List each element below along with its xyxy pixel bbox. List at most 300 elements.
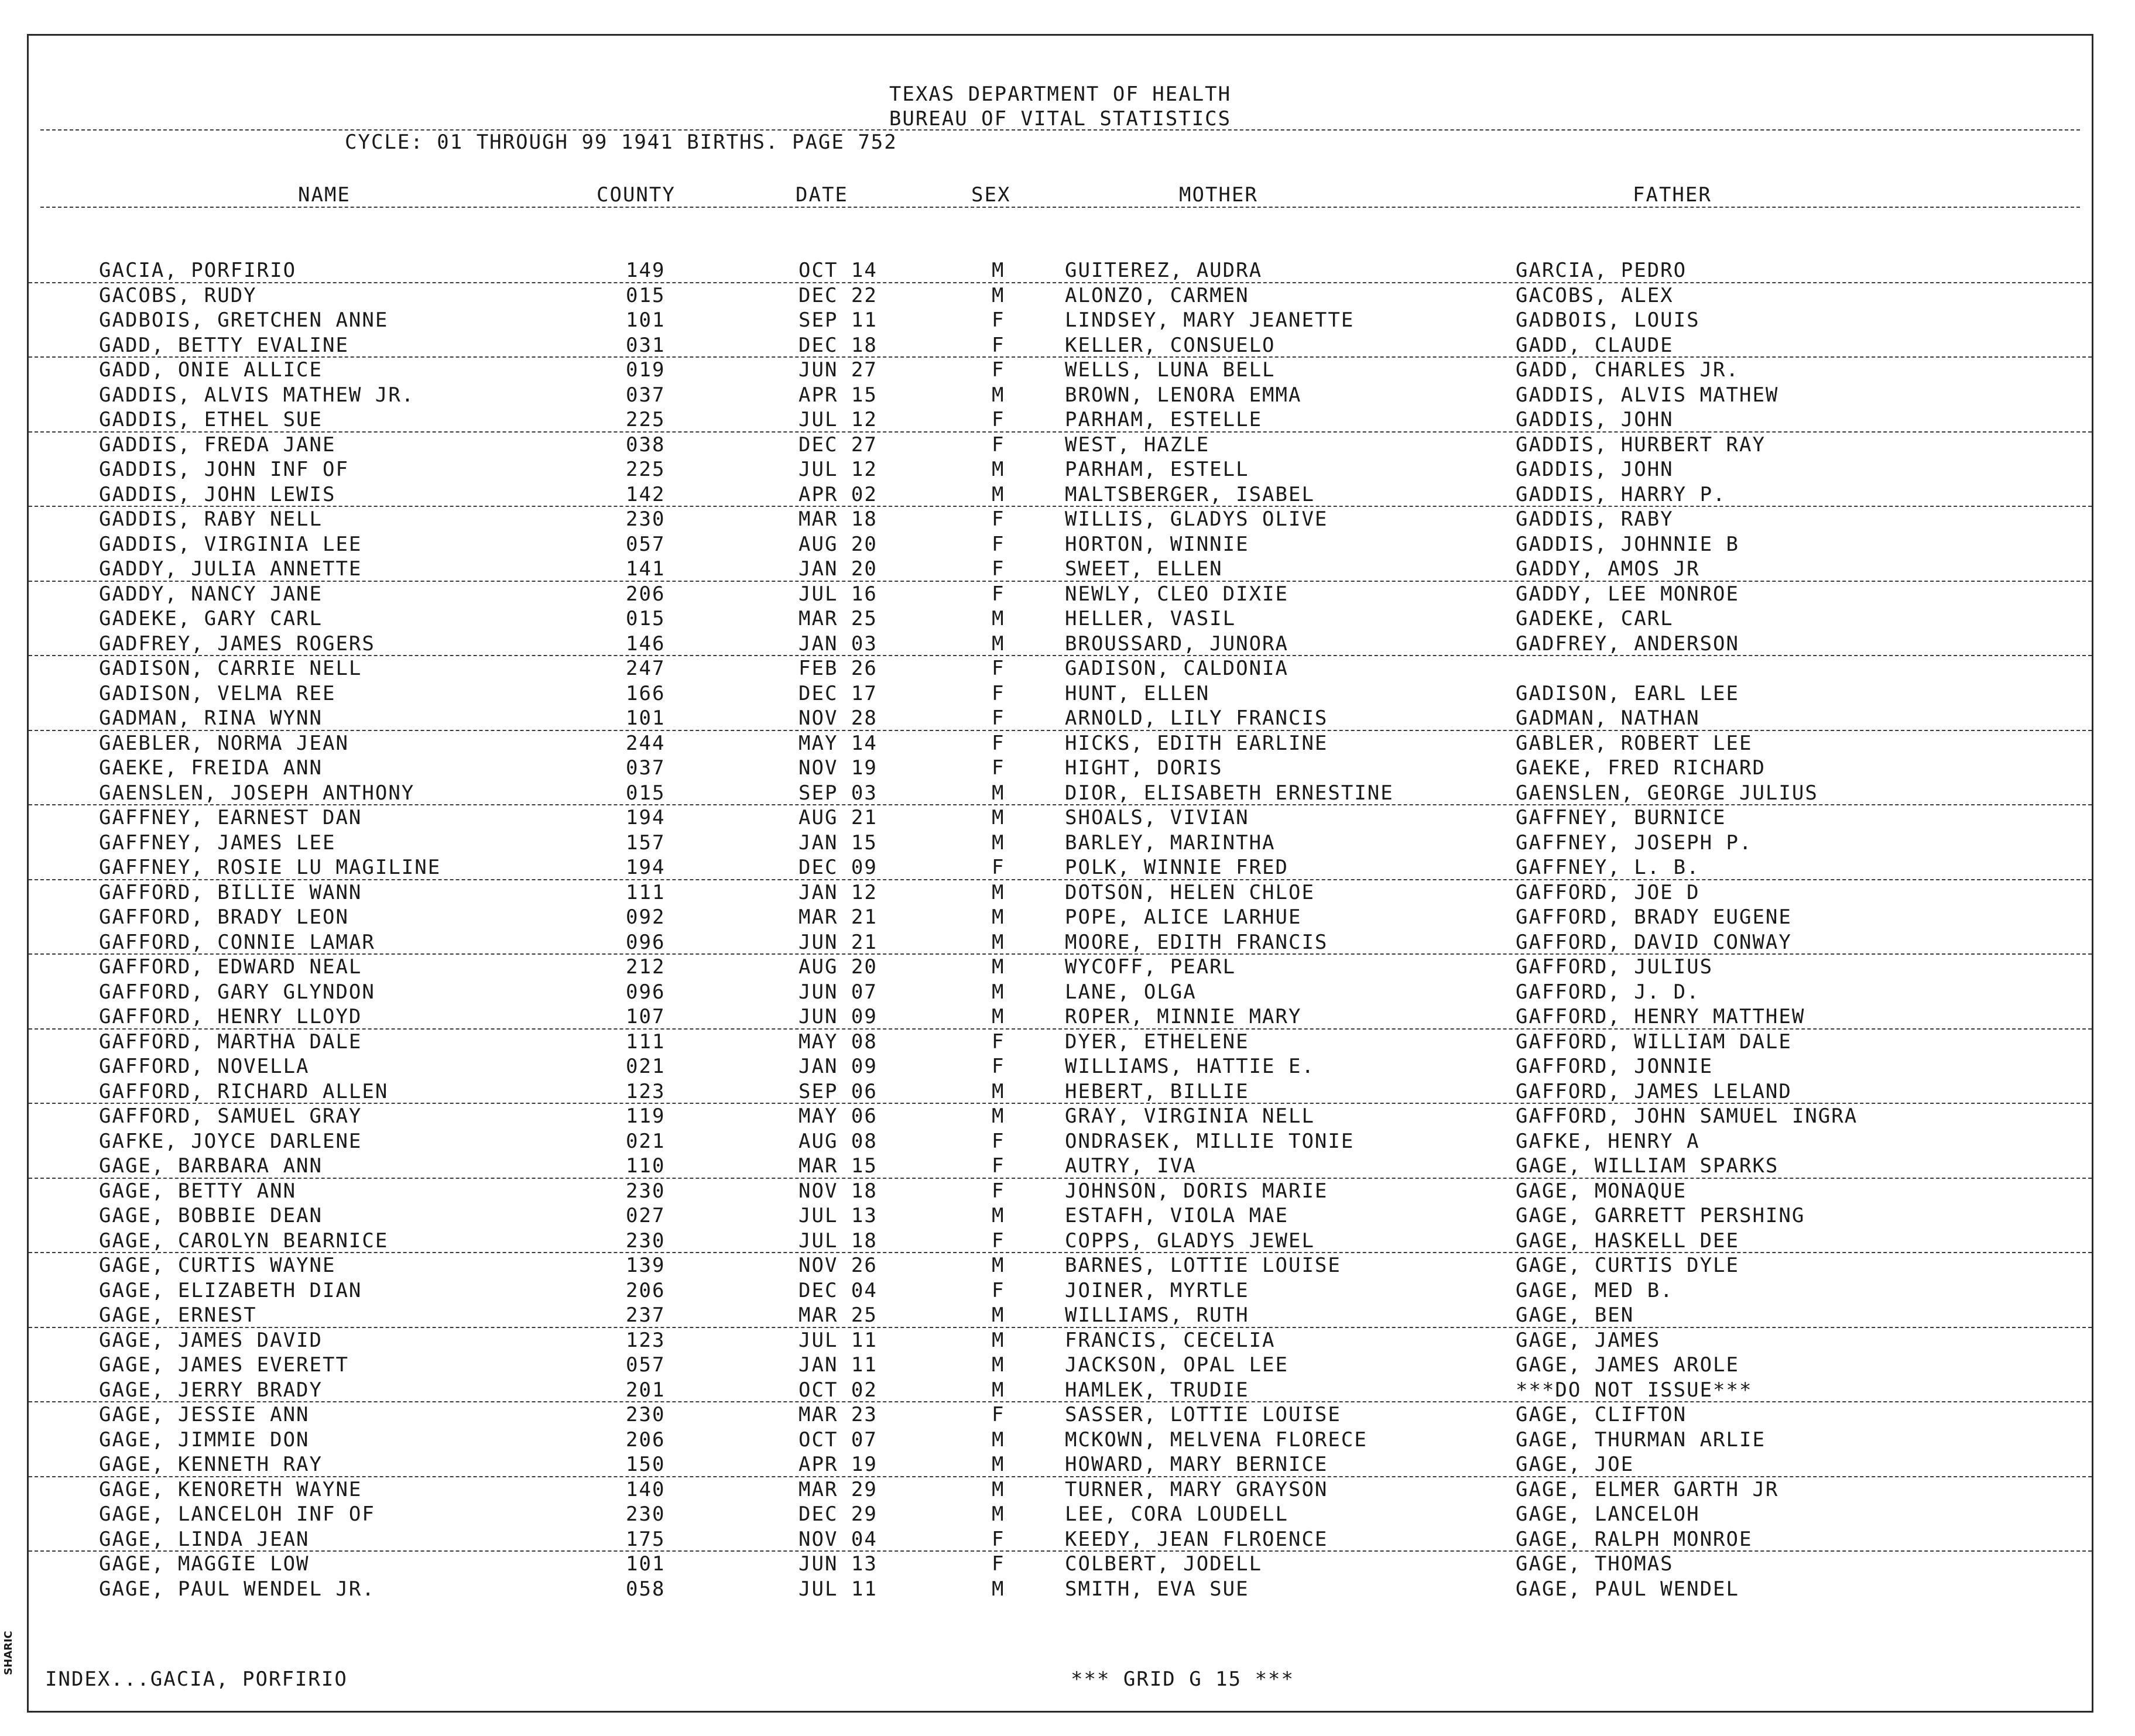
cell-father: GADBOIS, LOUIS: [1516, 308, 1700, 332]
cell-county: 101: [626, 706, 666, 730]
cell-father: GAGE, CURTIS DYLE: [1516, 1254, 1739, 1277]
grid-footer: *** GRID G 15 ***: [1071, 1668, 1294, 1691]
table-row: [29, 457, 2092, 482]
table-row: [29, 930, 2092, 955]
cell-mother: LANE, OLGA: [1065, 980, 1197, 1004]
cell-sex: M: [992, 383, 1005, 407]
cell-date: JUN 09: [799, 1005, 878, 1028]
cell-date: DEC 18: [799, 333, 878, 357]
cell-date: NOV 18: [799, 1179, 878, 1203]
cell-county: 194: [626, 856, 666, 879]
cell-mother: HOWARD, MARY BERNICE: [1065, 1453, 1328, 1476]
column-header-sex: SEX: [971, 183, 1011, 207]
table-row: [29, 731, 2092, 756]
cell-mother: SMITH, EVA SUE: [1065, 1577, 1249, 1601]
cell-sex: F: [992, 681, 1005, 705]
cell-sex: F: [992, 1229, 1005, 1253]
cell-mother: DOTSON, HELEN CHLOE: [1065, 880, 1315, 904]
cell-father: GADD, CHARLES JR.: [1516, 358, 1739, 382]
table-row: [29, 980, 2092, 1005]
cell-sex: M: [992, 1254, 1005, 1277]
cell-date: JUL 13: [799, 1204, 878, 1227]
cell-sex: F: [992, 333, 1005, 357]
cell-sex: F: [992, 1154, 1005, 1178]
cell-father: GAEKE, FRED RICHARD: [1516, 756, 1766, 780]
cell-mother: HIGHT, DORIS: [1065, 756, 1223, 780]
cell-sex: M: [992, 482, 1005, 506]
cell-father: GAFFORD, HENRY MATTHEW: [1516, 1005, 1805, 1028]
cell-mother: POPE, ALICE LARHUE: [1065, 905, 1302, 929]
table-row: [29, 632, 2092, 657]
cell-date: MAR 23: [799, 1403, 878, 1426]
table-row: [29, 507, 2092, 532]
cell-sex: F: [992, 358, 1005, 382]
cell-county: 139: [626, 1254, 666, 1277]
cell-mother: MALTSBERGER, ISABEL: [1065, 482, 1315, 506]
cell-name: GAGE, ERNEST: [99, 1303, 257, 1327]
cell-mother: LEE, CORA LOUDELL: [1065, 1502, 1288, 1526]
cell-father: GAGE, PAUL WENDEL: [1516, 1577, 1739, 1601]
cell-date: MAY 14: [799, 731, 878, 755]
cell-sex: F: [992, 532, 1005, 556]
cell-mother: PARHAM, ESTELLE: [1065, 408, 1263, 431]
table-row: [29, 1577, 2092, 1602]
cell-date: DEC 09: [799, 856, 878, 879]
cell-name: GAFKE, JOYCE DARLENE: [99, 1129, 362, 1153]
cell-county: 141: [626, 557, 666, 581]
cell-sex: M: [992, 930, 1005, 954]
cell-sex: F: [992, 1527, 1005, 1551]
cell-county: 247: [626, 657, 666, 680]
cell-date: JUL 11: [799, 1328, 878, 1352]
cell-father: GAFFNEY, L. B.: [1516, 856, 1700, 879]
cell-sex: M: [992, 1353, 1005, 1377]
cell-name: GAFFNEY, ROSIE LU MAGILINE: [99, 856, 441, 879]
cell-county: 119: [626, 1104, 666, 1128]
cell-father: GADDY, AMOS JR: [1516, 557, 1700, 581]
cell-date: APR 19: [799, 1453, 878, 1476]
cell-father: GAGE, MONAQUE: [1516, 1179, 1687, 1203]
table-row: [29, 1253, 2092, 1278]
cell-sex: M: [992, 831, 1005, 855]
cell-father: GADDIS, JOHN: [1516, 408, 1674, 431]
cell-sex: F: [992, 1030, 1005, 1054]
table-row: [29, 1378, 2092, 1403]
cell-name: GAFFORD, BRADY LEON: [99, 905, 349, 929]
cell-date: MAR 25: [799, 607, 878, 630]
cell-county: 230: [626, 1229, 666, 1253]
table-row: [29, 781, 2092, 806]
cell-name: GADDIS, JOHN LEWIS: [99, 482, 336, 506]
table-row: [29, 955, 2092, 980]
table-row: [29, 1278, 2092, 1303]
cell-mother: POLK, WINNIE FRED: [1065, 856, 1288, 879]
cell-name: GAGE, LINDA JEAN: [99, 1527, 310, 1551]
cell-name: GAGE, JESSIE ANN: [99, 1403, 310, 1426]
cell-county: 027: [626, 1204, 666, 1227]
cell-sex: M: [992, 1204, 1005, 1227]
table-row: [29, 1502, 2092, 1527]
table-row: [29, 606, 2092, 632]
cell-sex: F: [992, 433, 1005, 457]
cell-sex: M: [992, 806, 1005, 829]
cell-name: GAFFORD, CONNIE LAMAR: [99, 930, 375, 954]
table-row: [29, 1328, 2092, 1353]
cell-father: GAGE, THURMAN ARLIE: [1516, 1428, 1766, 1452]
table-row: [29, 582, 2092, 607]
cell-sex: M: [992, 283, 1005, 307]
cell-name: GAGE, KENNETH RAY: [99, 1453, 323, 1476]
cell-name: GADMAN, RINA WYNN: [99, 706, 323, 730]
cell-date: SEP 06: [799, 1079, 878, 1103]
cell-father: GACOBS, ALEX: [1516, 283, 1674, 307]
cell-county: 175: [626, 1527, 666, 1551]
cell-county: 146: [626, 632, 666, 656]
table-row: [29, 831, 2092, 856]
cell-date: JAN 12: [799, 880, 878, 904]
cell-sex: M: [992, 632, 1005, 656]
cell-sex: M: [992, 980, 1005, 1004]
records-table: [29, 258, 2092, 1601]
cell-mother: AUTRY, IVA: [1065, 1154, 1197, 1178]
cell-county: 244: [626, 731, 666, 755]
table-row: [29, 855, 2092, 880]
cell-sex: F: [992, 856, 1005, 879]
cell-county: 110: [626, 1154, 666, 1178]
cell-county: 206: [626, 1278, 666, 1302]
cell-sex: M: [992, 955, 1005, 979]
cell-county: 225: [626, 458, 666, 481]
cell-name: GADDIS, RABY NELL: [99, 507, 323, 531]
table-row: [29, 1477, 2092, 1502]
cell-mother: NEWLY, CLEO DIXIE: [1065, 582, 1288, 606]
table-row: [29, 1179, 2092, 1204]
cell-father: GAGE, WILLIAM SPARKS: [1516, 1154, 1779, 1178]
column-header-name: NAME: [298, 183, 351, 207]
cell-father: GAGE, ELMER GARTH JR: [1516, 1477, 1779, 1501]
cell-county: 015: [626, 607, 666, 630]
cell-name: GAEKE, FREIDA ANN: [99, 756, 323, 780]
cell-date: NOV 19: [799, 756, 878, 780]
cell-date: JAN 20: [799, 557, 878, 581]
bureau-title: BUREAU OF VITAL STATISTICS: [889, 107, 1232, 131]
table-row: [29, 557, 2092, 582]
cell-county: 142: [626, 482, 666, 506]
cell-father: GADMAN, NATHAN: [1516, 706, 1700, 730]
cell-county: 123: [626, 1328, 666, 1352]
cell-county: 150: [626, 1453, 666, 1476]
cell-mother: SASSER, LOTTIE LOUISE: [1065, 1403, 1341, 1426]
cell-date: AUG 20: [799, 955, 878, 979]
column-header-rule: [40, 207, 2080, 208]
cell-name: GAFFORD, SAMUEL GRAY: [99, 1104, 362, 1128]
cell-sex: M: [992, 259, 1005, 282]
table-row: [29, 283, 2092, 308]
cell-mother: HORTON, WINNIE: [1065, 532, 1249, 556]
cell-date: OCT 07: [799, 1428, 878, 1452]
cell-name: GAGE, ELIZABETH DIAN: [99, 1278, 362, 1302]
cell-county: 019: [626, 358, 666, 382]
cell-mother: KEEDY, JEAN FLROENCE: [1065, 1527, 1328, 1551]
cell-date: JAN 15: [799, 831, 878, 855]
cell-name: GAFFORD, EDWARD NEAL: [99, 955, 362, 979]
cell-father: GAGE, CLIFTON: [1516, 1403, 1687, 1426]
cell-date: JUN 21: [799, 930, 878, 954]
cell-mother: BROWN, LENORA EMMA: [1065, 383, 1302, 407]
cell-name: GAGE, KENORETH WAYNE: [99, 1477, 362, 1501]
department-title: TEXAS DEPARTMENT OF HEALTH: [889, 83, 1232, 106]
table-row: [29, 433, 2092, 458]
cell-county: 157: [626, 831, 666, 855]
cell-sex: M: [992, 1577, 1005, 1601]
side-label: SHARIC: [2, 1631, 15, 1675]
cell-father: GAGE, LANCELOH: [1516, 1502, 1700, 1526]
cell-mother: JACKSON, OPAL LEE: [1065, 1353, 1288, 1377]
cell-date: JUL 18: [799, 1229, 878, 1253]
cell-name: GAGE, CURTIS WAYNE: [99, 1254, 336, 1277]
cell-county: 101: [626, 308, 666, 332]
table-row: [29, 1203, 2092, 1229]
cell-name: GAGE, BETTY ANN: [99, 1179, 297, 1203]
cell-father: GAGE, THOMAS: [1516, 1552, 1674, 1576]
cell-sex: F: [992, 557, 1005, 581]
cell-father: GAGE, RALPH MONROE: [1516, 1527, 1753, 1551]
cell-mother: LINDSEY, MARY JEANETTE: [1065, 308, 1355, 332]
column-header-county: COUNTY: [597, 183, 676, 207]
cell-mother: KELLER, CONSUELO: [1065, 333, 1276, 357]
cell-date: JUN 07: [799, 980, 878, 1004]
cell-sex: F: [992, 731, 1005, 755]
cell-date: OCT 02: [799, 1378, 878, 1402]
cell-sex: F: [992, 1403, 1005, 1426]
cell-mother: HUNT, ELLEN: [1065, 681, 1210, 705]
cell-sex: F: [992, 1278, 1005, 1302]
column-header-mother: MOTHER: [1179, 183, 1258, 207]
cell-county: 230: [626, 507, 666, 531]
cell-county: 101: [626, 1552, 666, 1576]
cell-date: DEC 17: [799, 681, 878, 705]
cell-date: DEC 27: [799, 433, 878, 457]
table-row: [29, 532, 2092, 557]
cell-father: GABLER, ROBERT LEE: [1516, 731, 1753, 755]
cell-name: GADDIS, ETHEL SUE: [99, 408, 323, 431]
cell-sex: M: [992, 607, 1005, 630]
cell-mother: WILLIAMS, HATTIE E.: [1065, 1055, 1315, 1078]
cell-date: APR 15: [799, 383, 878, 407]
cell-mother: WILLIAMS, RUTH: [1065, 1303, 1249, 1327]
table-row: [29, 1229, 2092, 1254]
table-row: [29, 1552, 2092, 1577]
table-row: [29, 656, 2092, 681]
cell-mother: PARHAM, ESTELL: [1065, 458, 1249, 481]
cell-date: DEC 22: [799, 283, 878, 307]
cell-sex: M: [992, 458, 1005, 481]
table-row: [29, 1527, 2092, 1552]
cell-mother: JOINER, MYRTLE: [1065, 1278, 1249, 1302]
cell-name: GADISON, CARRIE NELL: [99, 657, 362, 680]
table-row: [29, 308, 2092, 333]
cell-sex: M: [992, 1378, 1005, 1402]
cell-father: GAFFORD, JULIUS: [1516, 955, 1714, 979]
cell-county: 140: [626, 1477, 666, 1501]
cell-date: MAR 21: [799, 905, 878, 929]
cell-county: 206: [626, 1428, 666, 1452]
cell-date: MAY 06: [799, 1104, 878, 1128]
cell-mother: FRANCIS, CECELIA: [1065, 1328, 1276, 1352]
cell-sex: F: [992, 657, 1005, 680]
cell-name: GAGE, LANCELOH INF OF: [99, 1502, 375, 1526]
cell-county: 166: [626, 681, 666, 705]
cell-name: GAGE, MAGGIE LOW: [99, 1552, 310, 1576]
cell-father: GAFFORD, JOHN SAMUEL INGRA: [1516, 1104, 1858, 1128]
cell-mother: GUITEREZ, AUDRA: [1065, 259, 1263, 282]
cell-sex: F: [992, 756, 1005, 780]
cell-county: 230: [626, 1179, 666, 1203]
cell-name: GAGE, PAUL WENDEL JR.: [99, 1577, 375, 1601]
cell-father: GADDIS, HARRY P.: [1516, 482, 1726, 506]
cell-father: GADDIS, RABY: [1516, 507, 1674, 531]
cell-county: 057: [626, 532, 666, 556]
cell-mother: HICKS, EDITH EARLINE: [1065, 731, 1328, 755]
cell-name: GAGE, JAMES EVERETT: [99, 1353, 349, 1377]
cell-name: GACIA, PORFIRIO: [99, 259, 297, 282]
cell-date: APR 02: [799, 482, 878, 506]
cell-county: 237: [626, 1303, 666, 1327]
cell-father: GAFFORD, WILLIAM DALE: [1516, 1030, 1792, 1054]
cell-county: 096: [626, 980, 666, 1004]
cell-county: 096: [626, 930, 666, 954]
cell-father: GAFFORD, JOE D: [1516, 880, 1700, 904]
cell-name: GADDY, JULIA ANNETTE: [99, 557, 362, 581]
cell-sex: M: [992, 1453, 1005, 1476]
cell-father: GADEKE, CARL: [1516, 607, 1674, 630]
cell-father: GAFFNEY, JOSEPH P.: [1516, 831, 1753, 855]
cell-mother: BARNES, LOTTIE LOUISE: [1065, 1254, 1341, 1277]
cell-county: 021: [626, 1055, 666, 1078]
cell-sex: F: [992, 1055, 1005, 1078]
cell-sex: M: [992, 1428, 1005, 1452]
cell-father: GADISON, EARL LEE: [1516, 681, 1739, 705]
table-row: [29, 1154, 2092, 1179]
cell-sex: M: [992, 1502, 1005, 1526]
cell-name: GAFFORD, GARY GLYNDON: [99, 980, 375, 1004]
table-row: [29, 756, 2092, 781]
cell-father: GAGE, MED B.: [1516, 1278, 1674, 1302]
cell-date: MAY 08: [799, 1030, 878, 1054]
cell-father: GAFFNEY, BURNICE: [1516, 806, 1726, 829]
cell-date: MAR 18: [799, 507, 878, 531]
cell-sex: F: [992, 582, 1005, 606]
column-header-date: DATE: [796, 183, 848, 207]
table-row: [29, 333, 2092, 358]
index-footer: INDEX...GACIA, PORFIRIO: [45, 1668, 348, 1691]
cell-county: 230: [626, 1403, 666, 1426]
cell-sex: M: [992, 1328, 1005, 1352]
cell-date: MAR 29: [799, 1477, 878, 1501]
cell-father: GADDIS, ALVIS MATHEW: [1516, 383, 1779, 407]
cell-mother: MCKOWN, MELVENA FLORECE: [1065, 1428, 1368, 1452]
cell-mother: DIOR, ELISABETH ERNESTINE: [1065, 781, 1394, 805]
cell-mother: JOHNSON, DORIS MARIE: [1065, 1179, 1328, 1203]
cell-name: GADD, ONIE ALLICE: [99, 358, 323, 382]
cell-mother: MOORE, EDITH FRANCIS: [1065, 930, 1328, 954]
cell-name: GADEKE, GARY CARL: [99, 607, 323, 630]
cell-name: GAFFORD, BILLIE WANN: [99, 880, 362, 904]
cell-mother: WEST, HAZLE: [1065, 433, 1210, 457]
cell-mother: BARLEY, MARINTHA: [1065, 831, 1276, 855]
cell-sex: M: [992, 1303, 1005, 1327]
cell-father: GAFFORD, JAMES LELAND: [1516, 1079, 1792, 1103]
cell-county: 111: [626, 1030, 666, 1054]
cell-name: GADDY, NANCY JANE: [99, 582, 323, 606]
cell-father: GAFFORD, DAVID CONWAY: [1516, 930, 1792, 954]
cell-county: 123: [626, 1079, 666, 1103]
cell-name: GAFFORD, HENRY LLOYD: [99, 1005, 362, 1028]
cell-mother: ALONZO, CARMEN: [1065, 283, 1249, 307]
cell-sex: F: [992, 1552, 1005, 1576]
table-row: [29, 1030, 2092, 1055]
cell-mother: SHOALS, VIVIAN: [1065, 806, 1249, 829]
cell-father: GAFFORD, JONNIE: [1516, 1055, 1714, 1078]
cell-date: JUL 12: [799, 408, 878, 431]
cell-mother: ONDRASEK, MILLIE TONIE: [1065, 1129, 1355, 1153]
cell-mother: HAMLEK, TRUDIE: [1065, 1378, 1249, 1402]
cell-mother: BROUSSARD, JUNORA: [1065, 632, 1288, 656]
cell-father: GADDIS, HURBERT RAY: [1516, 433, 1766, 457]
table-row: [29, 1004, 2092, 1030]
cell-sex: F: [992, 1129, 1005, 1153]
table-row: [29, 880, 2092, 905]
cell-sex: F: [992, 308, 1005, 332]
cell-date: AUG 08: [799, 1129, 878, 1153]
cell-name: GAGE, BOBBIE DEAN: [99, 1204, 323, 1227]
cell-name: GAGE, JIMMIE DON: [99, 1428, 310, 1452]
table-row: [29, 358, 2092, 383]
cell-name: GAFFORD, NOVELLA: [99, 1055, 310, 1078]
cell-sex: M: [992, 781, 1005, 805]
cell-father: GAGE, HASKELL DEE: [1516, 1229, 1739, 1253]
cell-father: GARCIA, PEDRO: [1516, 259, 1687, 282]
cell-sex: M: [992, 1104, 1005, 1128]
cell-sex: M: [992, 1005, 1005, 1028]
cell-mother: SWEET, ELLEN: [1065, 557, 1223, 581]
cell-father: GADDIS, JOHN: [1516, 458, 1674, 481]
cell-sex: F: [992, 706, 1005, 730]
cell-father: GAFFORD, J. D.: [1516, 980, 1700, 1004]
cell-name: GADFREY, JAMES ROGERS: [99, 632, 375, 656]
table-row: [29, 1079, 2092, 1104]
cycle-line: CYCLE: 01 THROUGH 99 1941 BIRTHS. PAGE 752: [345, 131, 897, 154]
cell-mother: WELLS, LUNA BELL: [1065, 358, 1276, 382]
cell-date: JAN 09: [799, 1055, 878, 1078]
cell-mother: COLBERT, JODELL: [1065, 1552, 1263, 1576]
cell-father: GADDIS, JOHNNIE B: [1516, 532, 1739, 556]
cell-name: GADDIS, ALVIS MATHEW JR.: [99, 383, 415, 407]
cell-name: GADISON, VELMA REE: [99, 681, 336, 705]
cell-mother: GADISON, CALDONIA: [1065, 657, 1288, 680]
cell-name: GADDIS, FREDA JANE: [99, 433, 336, 457]
cell-county: 031: [626, 333, 666, 357]
cell-father: GAGE, GARRETT PERSHING: [1516, 1204, 1805, 1227]
cell-date: OCT 14: [799, 259, 878, 282]
table-row: [29, 905, 2092, 930]
cell-mother: ROPER, MINNIE MARY: [1065, 1005, 1302, 1028]
column-header-father: FATHER: [1633, 183, 1712, 207]
cell-sex: M: [992, 905, 1005, 929]
cell-father: GAGE, JAMES AROLE: [1516, 1353, 1739, 1377]
cell-date: JUN 13: [799, 1552, 878, 1576]
table-row: [29, 1428, 2092, 1453]
